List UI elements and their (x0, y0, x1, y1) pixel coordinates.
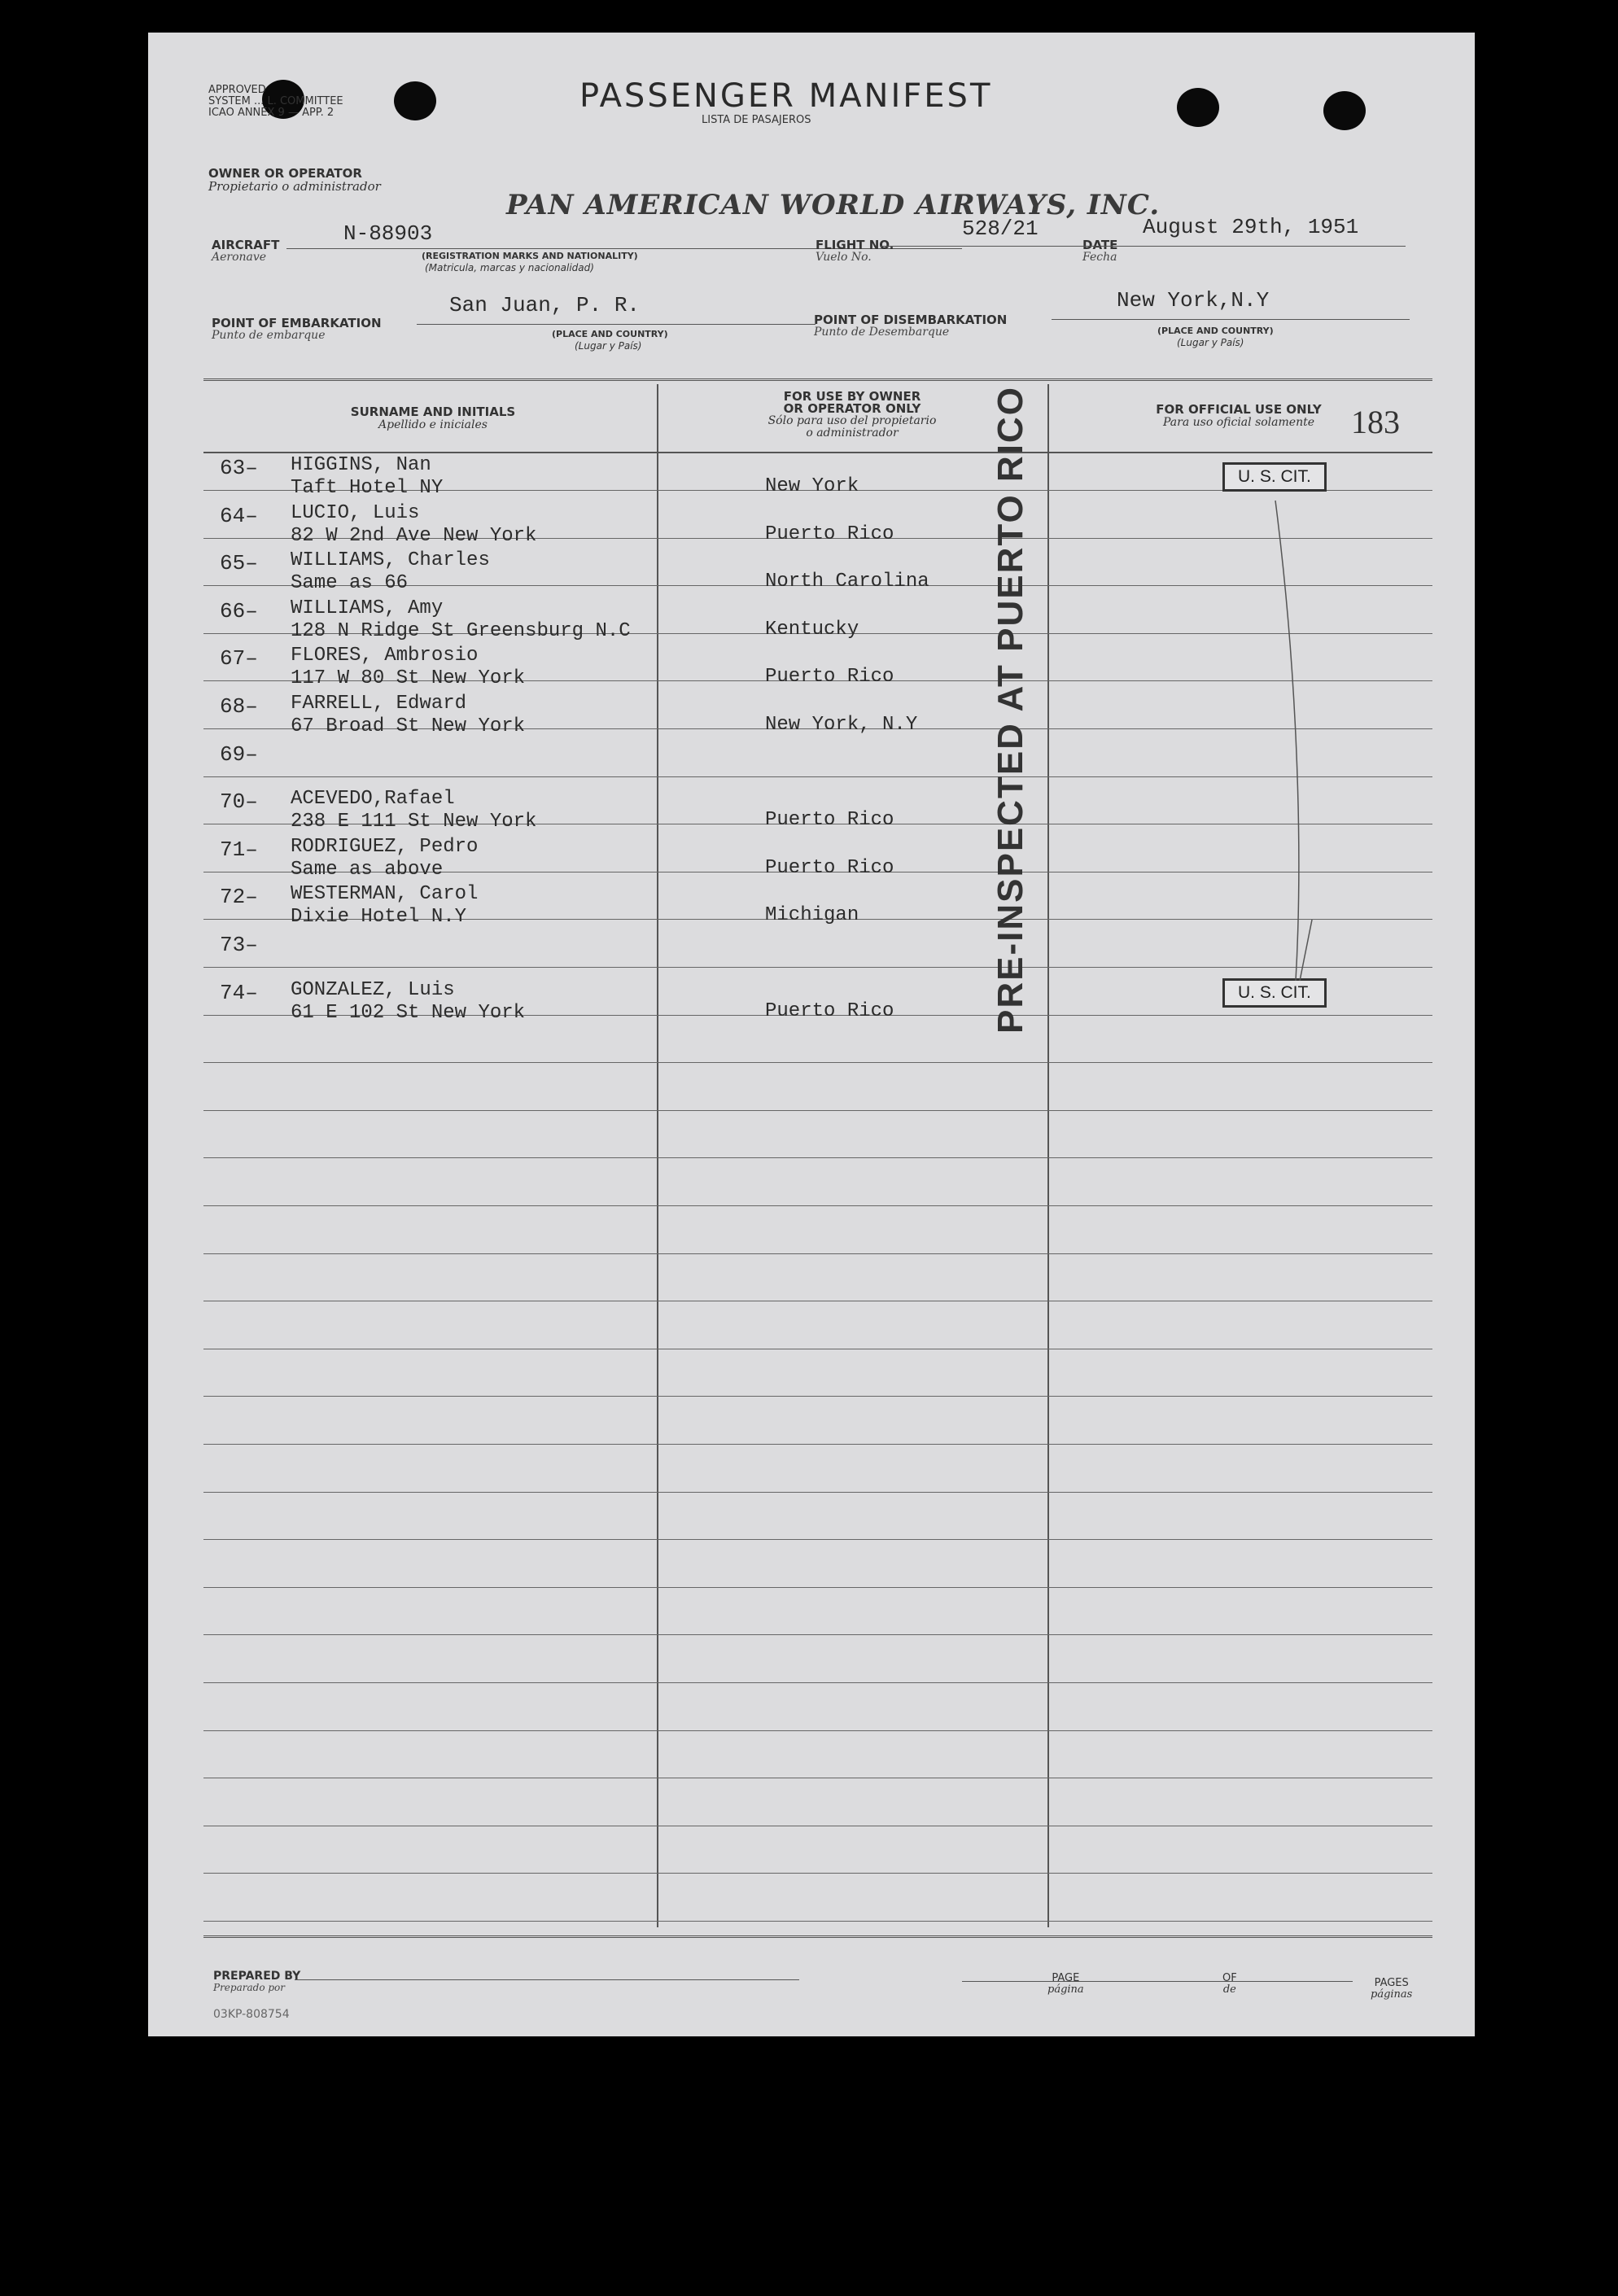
row-number: 67– (220, 646, 258, 671)
passenger-name: WILLIAMS, Charles (291, 549, 490, 572)
disembark-place-note-es: (Lugar y País) (1177, 337, 1244, 348)
passenger-origin: Puerto Rico (765, 523, 894, 545)
passenger-name: FARRELL, Edward (291, 693, 467, 715)
row-number: 66– (220, 598, 258, 623)
passenger-origin: North Carolina (765, 571, 929, 593)
date-underline (881, 246, 1406, 247)
passenger-name: WILLIAMS, Amy (291, 597, 444, 619)
form-subtitle: LISTA DE PASAJEROS (702, 114, 811, 126)
table-row (148, 931, 1450, 979)
table-row (148, 645, 1450, 693)
passenger-address: 117 W 80 St New York (291, 667, 526, 690)
us-citizen-stamp-top: U. S. CIT. (1222, 462, 1327, 492)
embark-label-es: Punto de embarque (212, 329, 326, 342)
row-number: 65– (220, 551, 258, 576)
preinspected-stamp: PRE-INSPECTED AT PUERTO RICO (990, 386, 1030, 1034)
passenger-address: 128 N Ridge St Greensburg N.C (291, 619, 631, 642)
flight-no-label-es: Vuelo No. (816, 251, 872, 264)
approval-line: ICAO ANNEX 9 — APP. 2 (208, 107, 335, 119)
approval-line: APPROVED (208, 84, 266, 96)
date-value: August 29th, 1951 (1143, 215, 1359, 239)
passenger-origin: Puerto Rico (765, 999, 894, 1022)
header-bottom-border (203, 452, 1432, 453)
passenger-name: HIGGINS, Nan (291, 454, 431, 476)
embark-place-note: (PLACE AND COUNTRY) (552, 329, 668, 339)
embark-label: POINT OF EMBARKATION (212, 316, 382, 330)
row-number: 64– (220, 503, 258, 528)
aircraft-label: AIRCRAFT (212, 238, 280, 252)
prepared-label: PREPARED BY (213, 1970, 301, 1983)
row-rule (203, 1873, 1432, 1874)
table-bottom-border (203, 1935, 1432, 1938)
name-column-header: SURNAME AND INITIALS Apellido e iniciales (350, 405, 516, 431)
table-row (148, 549, 1450, 597)
official-number: 183 (1351, 404, 1400, 440)
table-row (148, 693, 1450, 741)
owner-label: OWNER OR OPERATOR Propietario o administrador (208, 166, 381, 194)
row-rule (203, 1110, 1432, 1111)
disembark-label: POINT OF DISEMBARKATION (814, 313, 1008, 327)
row-number: 69– (220, 741, 258, 767)
table-row (148, 597, 1450, 645)
bracket-line (1271, 496, 1320, 985)
form-title: PASSENGER MANIFEST (579, 77, 993, 115)
table-top-border (203, 378, 1432, 381)
row-rule (203, 1205, 1432, 1206)
passenger-origin: New York (765, 475, 859, 497)
manifest-page (148, 33, 1475, 2036)
page-underline (962, 1981, 1353, 1982)
row-number: 73– (220, 933, 258, 957)
page-label: PAGE página (1047, 1972, 1084, 1996)
approval-block (208, 85, 343, 119)
table-row (148, 836, 1450, 884)
approval-line: SYSTEM ... L. COMMITTEE (208, 95, 343, 107)
us-citizen-stamp-bottom: U. S. CIT. (1222, 978, 1327, 1008)
passenger-address: Taft Hotel NY (291, 477, 444, 499)
embark-underline (417, 324, 816, 325)
table-row (148, 741, 1450, 789)
passenger-origin: Michigan (765, 904, 859, 927)
passenger-name: ACEVEDO,Rafael (291, 788, 455, 811)
row-rule (203, 1492, 1432, 1493)
date-label: DATE (1082, 238, 1118, 252)
row-rule (203, 1634, 1432, 1635)
row-rule (203, 1682, 1432, 1683)
table-row (148, 883, 1450, 931)
of-label: OF de (1222, 1972, 1237, 1996)
prepared-underline (295, 1979, 799, 1980)
prepared-label-es: Preparado por (213, 1982, 286, 1993)
punch-hole (1323, 91, 1366, 130)
row-rule (203, 1587, 1432, 1588)
passenger-address: Dixie Hotel N.Y (291, 906, 467, 929)
disembark-underline (1052, 319, 1410, 320)
passenger-name: FLORES, Ambrosio (291, 645, 479, 667)
row-rule (203, 1062, 1432, 1063)
passenger-address: 61 E 102 St New York (291, 1001, 526, 1024)
punch-hole (394, 81, 436, 120)
passenger-origin: Puerto Rico (765, 809, 894, 832)
row-rule (203, 1444, 1432, 1445)
passenger-name: WESTERMAN, Carol (291, 883, 479, 906)
passenger-origin: Puerto Rico (765, 666, 894, 689)
passenger-name: LUCIO, Luis (291, 501, 420, 524)
row-rule (203, 1921, 1432, 1922)
pages-label: PAGES páginas (1371, 1977, 1413, 2001)
table-row (148, 502, 1450, 550)
aircraft-label-es: Aeronave (212, 251, 267, 264)
passenger-address: 67 Broad St New York (291, 715, 526, 737)
aircraft-note: (REGISTRATION MARKS AND NATIONALITY) (422, 251, 638, 261)
table-row (148, 788, 1450, 836)
embark-place-note-es: (Lugar y País) (575, 340, 642, 352)
row-number: 63– (220, 456, 258, 480)
passenger-name: RODRIGUEZ, Pedro (291, 835, 479, 858)
row-rule (203, 1730, 1432, 1731)
embark-value: San Juan, P. R. (449, 293, 641, 317)
date-label-es: Fecha (1082, 251, 1117, 264)
airline-name: PAN AMERICAN WORLD AIRWAYS, INC. (506, 189, 1161, 221)
row-number: 71– (220, 837, 258, 862)
row-number: 68– (220, 694, 258, 719)
punch-hole (1177, 88, 1219, 127)
aircraft-value: N-88903 (343, 221, 433, 246)
flight-no-value: 528/21 (962, 216, 1039, 241)
passenger-address: 82 W 2nd Ave New York (291, 524, 537, 547)
passenger-address: 238 E 111 St New York (291, 811, 537, 833)
row-number: 72– (220, 885, 258, 910)
passenger-origin: Puerto Rico (765, 856, 894, 879)
passenger-origin: Kentucky (765, 618, 859, 641)
passenger-origin: New York, N.Y (765, 714, 918, 736)
flight-no-label: FLIGHT NO. (816, 238, 894, 252)
aircraft-note-es: (Matricula, marcas y nacionalidad) (425, 262, 594, 273)
form-code: 03KP-808754 (213, 2008, 290, 2021)
row-rule (203, 1539, 1432, 1540)
row-rule (203, 1157, 1432, 1158)
official-column-header: FOR OFFICIAL USE ONLY Para uso oficial solamente (1156, 402, 1322, 429)
passenger-address: Same as 66 (291, 572, 409, 595)
disembark-label-es: Punto de Desembarque (814, 326, 950, 339)
row-rule (203, 1253, 1432, 1254)
passenger-name: GONZALEZ, Luis (291, 978, 455, 1001)
row-number: 74– (220, 980, 258, 1005)
disembark-place-note: (PLACE AND COUNTRY) (1157, 326, 1274, 336)
row-number: 70– (220, 789, 258, 815)
passenger-address: Same as above (291, 858, 444, 881)
row-rule (203, 1396, 1432, 1397)
disembark-value: New York,N.Y (1117, 288, 1270, 313)
owner-column-header: FOR USE BY OWNER OR OPERATOR ONLY Sólo para uso del propietario o administrador (767, 389, 937, 440)
